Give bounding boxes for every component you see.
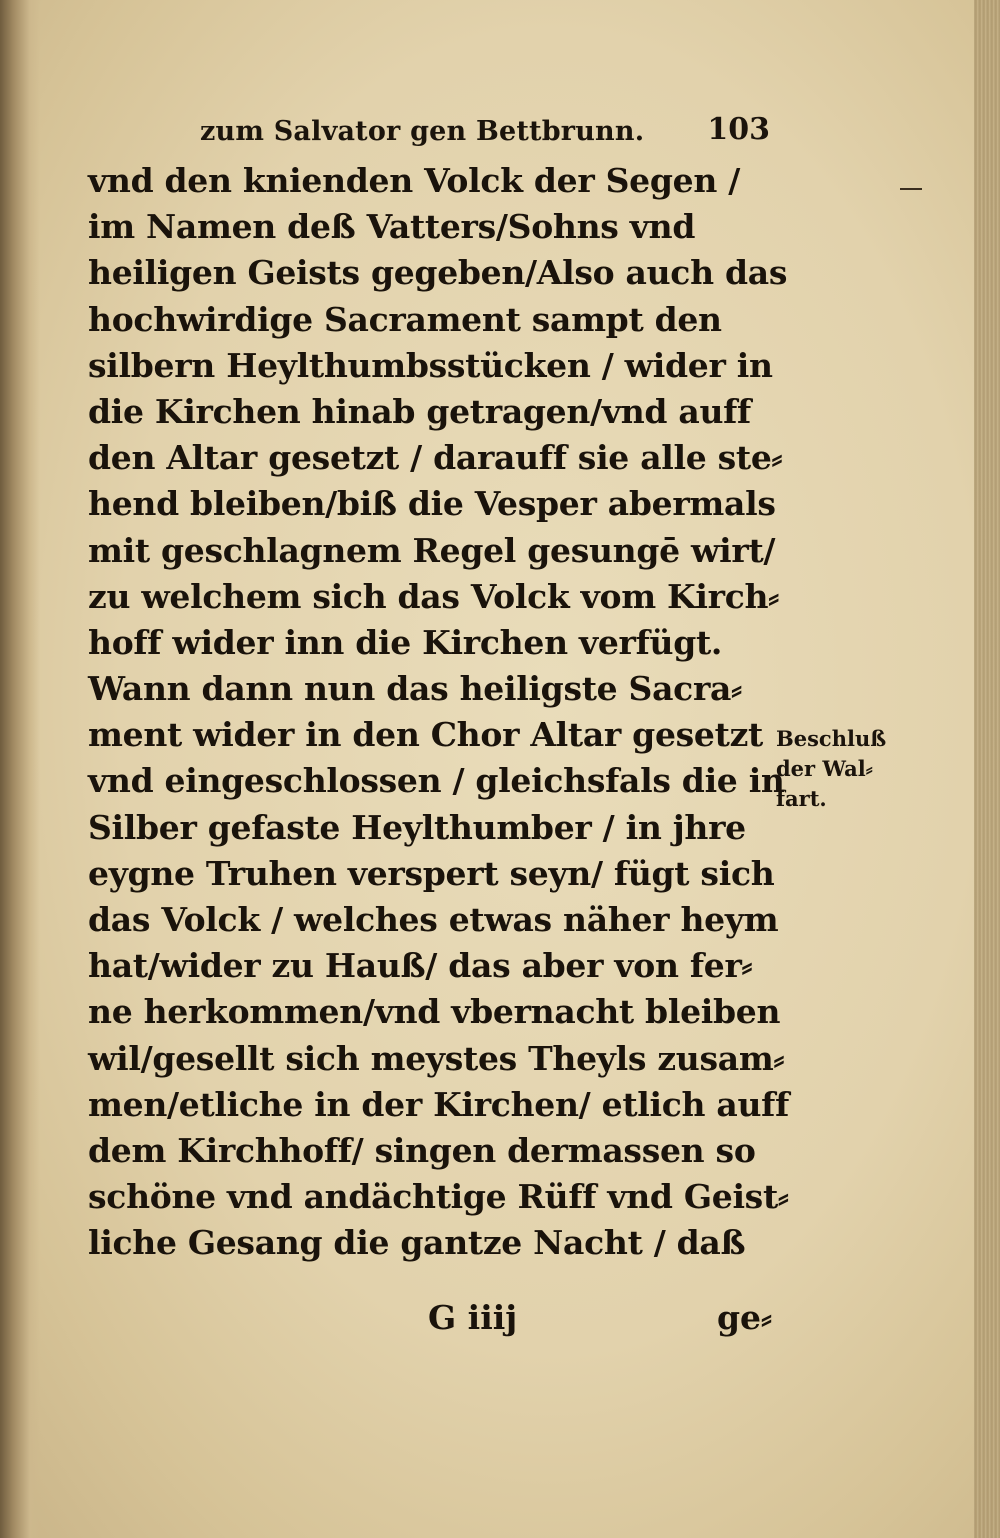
text-line: im Namen deß Vatters/Sohns vnd (88, 207, 696, 247)
text-line: mit geschlagnem Regel gesungē wirt/ (88, 530, 776, 570)
margin-dash-mark (900, 188, 922, 190)
signature-mark: G iiij (428, 1298, 518, 1337)
text-line: silbern Heylthumbsstücken / wider in (88, 345, 773, 385)
marginal-note-line: Beschluß (776, 726, 887, 751)
text-line: Wann dann nun das heiligste Sacra⸗ (88, 669, 742, 709)
text-line: das Volck / welches etwas näher heym (88, 900, 779, 939)
text-line: zu welchem sich das Volck vom Kirch⸗ (88, 576, 779, 616)
page-fore-edge (974, 0, 1000, 1538)
text-line: men/etliche in der Kirchen/ etlich auff (88, 1084, 789, 1124)
text-line: Silber gefaste Heylthumber / in jhre (88, 807, 746, 847)
text-line: hoff wider inn die Kirchen verfügt. (88, 622, 723, 662)
text-line: vnd eingeschlossen / gleichsfals die in (88, 761, 785, 801)
signature-line (88, 1298, 778, 1348)
text-line: liche Gesang die gantze Nacht / daß (88, 1223, 746, 1263)
text-line: ment wider in den Chor Altar gesetzt (88, 715, 763, 755)
marginal-note (776, 724, 916, 814)
marginal-note-line: der Wal⸗ (776, 756, 873, 781)
text-line: hat/wider zu Hauß/ das aber von fer⸗ (88, 946, 753, 986)
folio-number: 103 (707, 112, 770, 147)
catchword: ge⸗ (716, 1298, 772, 1337)
text-line: schöne vnd andächtige Rüff vnd Geist⸗ (88, 1177, 789, 1217)
text-line: ne herkommen/vnd vbernacht bleiben (88, 992, 781, 1032)
text-line: dem Kirchhoff/ singen dermassen so (88, 1130, 756, 1170)
text-line: heiligen Geists gegeben/Also auch das (88, 253, 788, 293)
text-line: wil/gesellt sich meystes Theyls zusam⸗ (88, 1038, 785, 1078)
text-line: den Altar gesetzt / darauff sie alle ste⸗ (88, 438, 783, 478)
text-line: vnd den knienden Volck der Segen / (88, 161, 740, 200)
text-line: eygne Truhen verspert seyn/ fügt sich (88, 853, 775, 893)
running-head (200, 108, 770, 152)
body-text (88, 158, 789, 1267)
page-gutter (0, 0, 40, 1538)
marginal-note-line: fart. (776, 786, 827, 811)
running-title: zum Salvator gen Bettbrunn. (200, 116, 645, 147)
text-line: die Kirchen hinab getragen/vnd auff (88, 391, 751, 431)
text-line: hochwirdige Sacrament sampt den (88, 299, 722, 339)
text-line: hend bleiben/biß die Vesper abermals (88, 484, 776, 524)
